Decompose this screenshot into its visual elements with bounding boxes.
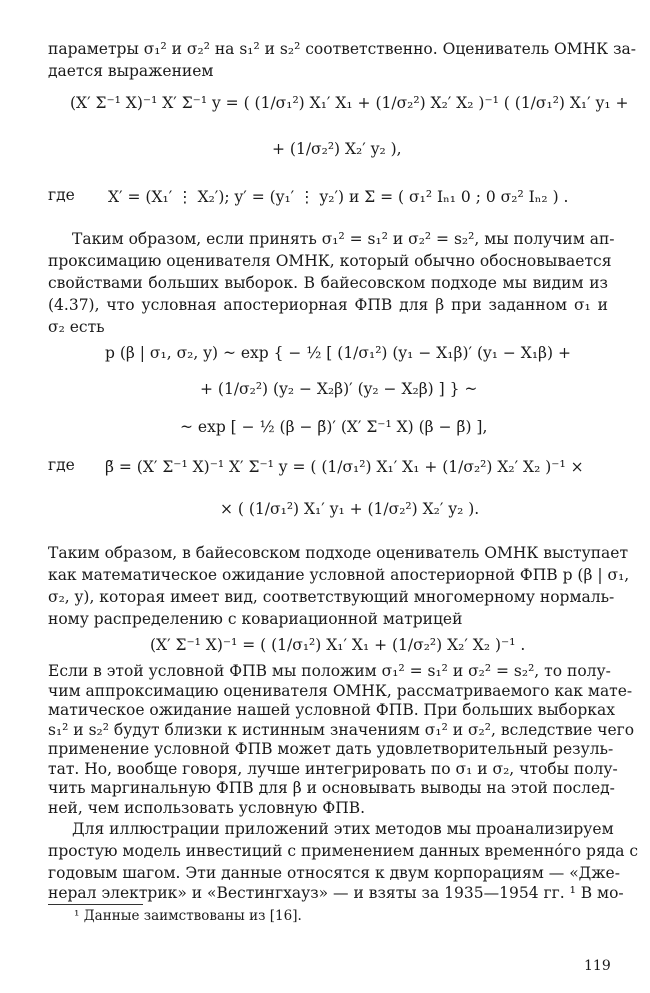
formula-2a: p (β | σ₁, σ₂, y) ~ exp { − ½ [ (1/σ₁²) (y₁ − X₁β)′ (y₁ − X₁β) +: [105, 344, 571, 362]
text-line: σ₂ есть: [48, 318, 105, 336]
text-line: простую модель инвестиций с применением данных временнóго ряда с: [48, 842, 639, 860]
formula-2b: + (1/σ₂²) (y₂ − X₂β)′ (y₂ − X₂β) ] } ~: [200, 380, 478, 398]
where-label: где: [48, 186, 75, 204]
formula-where-1: X′ = (X₁′ ⋮ X₂′); y′ = (y₁′ ⋮ y₂′) и Σ = ( σ₁² Iₙ₁ 0 ; 0 σ₂² Iₙ₂ ) .: [108, 188, 569, 206]
footnote: ¹ Данные заимствованы из [16].: [74, 908, 302, 924]
footnote-rule: [48, 904, 143, 905]
text-line: Таким образом, в байесовском подходе оцениватель ОМНК выступает: [48, 544, 629, 562]
text-line: годовым шагом. Эти данные относятся к двум корпорациям — «Дже-: [48, 864, 620, 882]
text-line: дается выражением: [48, 62, 214, 80]
formula-3b: × ( (1/σ₁²) X₁′ y₁ + (1/σ₂²) X₂′ y₂ ).: [220, 500, 480, 518]
where-label: где: [48, 456, 75, 474]
text-line: Таким образом, если принять σ₁² = s₁² и σ₂² = s₂², мы получим ап-: [72, 230, 615, 248]
formula-1b: + (1/σ₂²) X₂′ y₂ ),: [272, 140, 402, 158]
text-line: (4.37), что условная апостериорная ФПВ для β при заданном σ₁ и: [48, 296, 608, 314]
text-line: свойствами больших выборок. В байесовском подходе мы видим из: [48, 274, 608, 292]
text-line: Для иллюстрации приложений этих методов мы проанализируем: [72, 820, 614, 838]
text-line: нерал электрик» и «Вестингхауз» — и взяты за 1935—1954 гг. ¹ В мо-: [48, 884, 624, 902]
formula-1a: (X′ Σ⁻¹ X)⁻¹ X′ Σ⁻¹ y = ( (1/σ₁²) X₁′ X₁ + (1/σ₂²) X₂′ X₂ )⁻¹ ( (1/σ₁²) X₁′ y₁ +: [70, 94, 629, 112]
text-line: ней, чем использовать условную ФПВ.: [48, 798, 366, 817]
formula-4: (X′ Σ⁻¹ X)⁻¹ = ( (1/σ₁²) X₁′ X₁ + (1/σ₂²) X₂′ X₂ )⁻¹ .: [150, 636, 526, 654]
text-line: s₁² и s₂² будут близки к истинным значениям σ₁² и σ₂², вследствие чего: [48, 720, 635, 739]
text-line: чим аппроксимацию оценивателя ОМНК, рассматриваемого как мате-: [48, 681, 633, 700]
text-line: Если в этой условной ФПВ мы положим σ₁² = s₁² и σ₂² = s₂², то полу-: [48, 662, 611, 680]
text-line: чить маргинальную ФПВ для β и основывать выводы на этой послед-: [48, 779, 615, 797]
text-line: как математическое ожидание условной апостериорной ФПВ p (β | σ₁,: [48, 566, 630, 584]
text-line: параметры σ₁² и σ₂² на s₁² и s₂² соответственно. Оцениватель ОМНК за-: [48, 40, 637, 58]
formula-2c: ~ exp [ − ½ (β − β̃)′ (X′ Σ⁻¹ X) (β − β̃) ],: [180, 418, 488, 436]
text-line: тат. Но, вообще говоря, лучше интегрировать по σ₁ и σ₂, чтобы полу-: [48, 759, 618, 778]
text-line: ному распределению с ковариационной матрицей: [48, 610, 463, 628]
text-line: применение условной ФПВ может дать удовлетворительный резуль-: [48, 740, 614, 758]
text-line: σ₂, y), которая имеет вид, соответствующий многомерному нормаль-: [48, 588, 615, 606]
formula-3a: β̃ = (X′ Σ⁻¹ X)⁻¹ X′ Σ⁻¹ y = ( (1/σ₁²) X₁′ X₁ + (1/σ₂²) X₂′ X₂ )⁻¹ ×: [105, 458, 584, 476]
text-line: проксимацию оценивателя ОМНК, который обычно обосновывается: [48, 252, 612, 270]
page-number: 119: [584, 958, 611, 974]
text-line: матическое ожидание нашей условной ФПВ. При больших выборках: [48, 701, 615, 719]
